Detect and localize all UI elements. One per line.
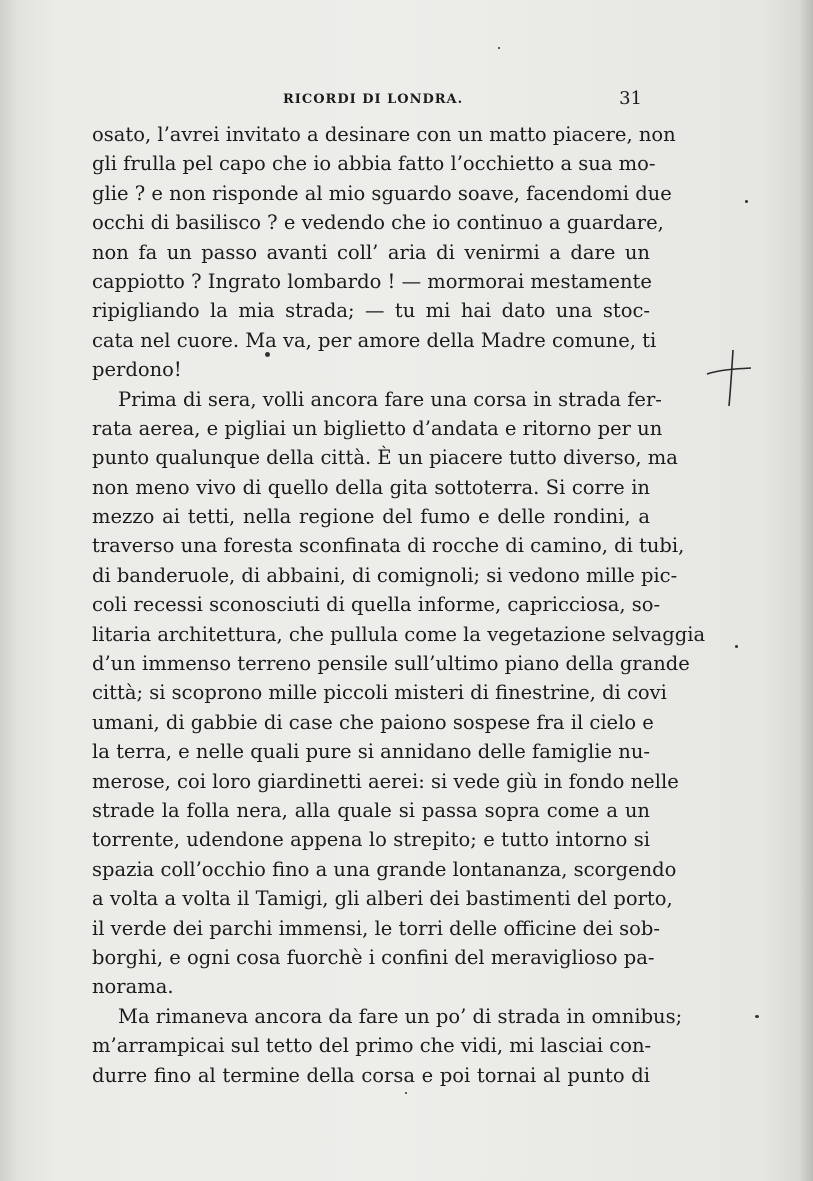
- text-line: punto qualunque della città. È un piacere tutto diverso, ma: [92, 446, 678, 470]
- text-line: occhi di basilisco ? e vedendo che io continuo a guardare,: [92, 211, 664, 235]
- text-line: litaria architettura, che pullula come la vegetazione selvaggia: [92, 622, 706, 646]
- page-header: [90, 88, 648, 112]
- text-line: umani, di gabbie di case che paiono sospese fra il cielo e: [92, 710, 654, 734]
- text-line: m’arrampicai sul tetto del primo che vidi, mi lasciai con-: [92, 1034, 652, 1058]
- text-line: la terra, e nelle quali pure si annidano delle famiglie nu-: [92, 740, 650, 764]
- text-line: cata nel cuore. Ma va, per amore della Madre comune, ti: [92, 328, 657, 352]
- text-line: gli frulla pel capo che io abbia fatto l’occhietto a sua mo-: [92, 152, 656, 176]
- text-line: Prima di sera, volli ancora fare una corsa in strada fer-: [118, 387, 662, 411]
- text-line: traverso una foresta sconfinata di rocche di camino, di tubi,: [92, 534, 685, 558]
- body-text: [92, 120, 706, 1090]
- text-line: non fa un passo avanti coll’ aria di venirmi a dare un: [92, 240, 650, 264]
- text-line: cappiotto ? Ingrato lombardo ! — mormorai mestamente: [92, 269, 652, 293]
- text-line: ripigliando la mia strada; — tu mi hai dato una stoc-: [92, 299, 650, 323]
- page-number: 31: [619, 88, 642, 109]
- text-line: a volta a volta il Tamigi, gli alberi dei bastimenti del porto,: [92, 887, 673, 911]
- text-line: torrente, udendone appena lo strepito; e tutto intorno si: [92, 828, 650, 852]
- text-line: rata aerea, e pigliai un biglietto d’andata e ritorno per un: [92, 416, 663, 440]
- text-line: d’un immenso terreno pensile sull’ultimo piano della grande: [92, 652, 690, 676]
- text-line: il verde dei parchi immensi, le torri delle officine dei sob-: [92, 916, 660, 940]
- running-title: RICORDI DI LONDRA.: [283, 92, 464, 107]
- text-line: durre fino al termine della corsa e poi tornai al punto di: [92, 1063, 650, 1087]
- text-line: norama.: [92, 975, 174, 999]
- text-line: non meno vivo di quello della gita sottoterra. Si corre in: [92, 475, 650, 499]
- text-line: strade la folla nera, alla quale si passa sopra come a un: [92, 798, 650, 822]
- text-line: perdono!: [92, 358, 182, 382]
- text-line: di banderuole, di abbaini, di comignoli; si vedono mille pic-: [92, 563, 678, 587]
- handwritten-cross-mark: [705, 348, 755, 408]
- text-line: osato, l’avrei invitato a desinare con un matto piacere, non: [92, 123, 676, 146]
- text-line: Ma rimaneva ancora da fare un po’ di strada in omnibus;: [118, 1004, 683, 1028]
- page-edge-shadow: [799, 0, 813, 1181]
- text-line: merose, coi loro giardinetti aerei: si vede giù in fondo nelle: [92, 769, 679, 793]
- text-line: città; si scoprono mille piccoli misteri di finestrine, di covi: [92, 681, 667, 705]
- text-line: borghi, e ogni cosa fuorchè i confini del meraviglioso pa-: [92, 945, 655, 969]
- text-line: mezzo ai tetti, nella regione del fumo e delle rondini, a: [92, 505, 650, 529]
- text-line: spazia coll’occhio fino a una grande lontananza, scorgendo: [92, 857, 677, 881]
- text-line: glie ? e non risponde al mio sguardo soave, facendomi due: [92, 181, 672, 205]
- text-line: coli recessi sconosciuti di quella informe, capricciosa, so-: [92, 593, 661, 617]
